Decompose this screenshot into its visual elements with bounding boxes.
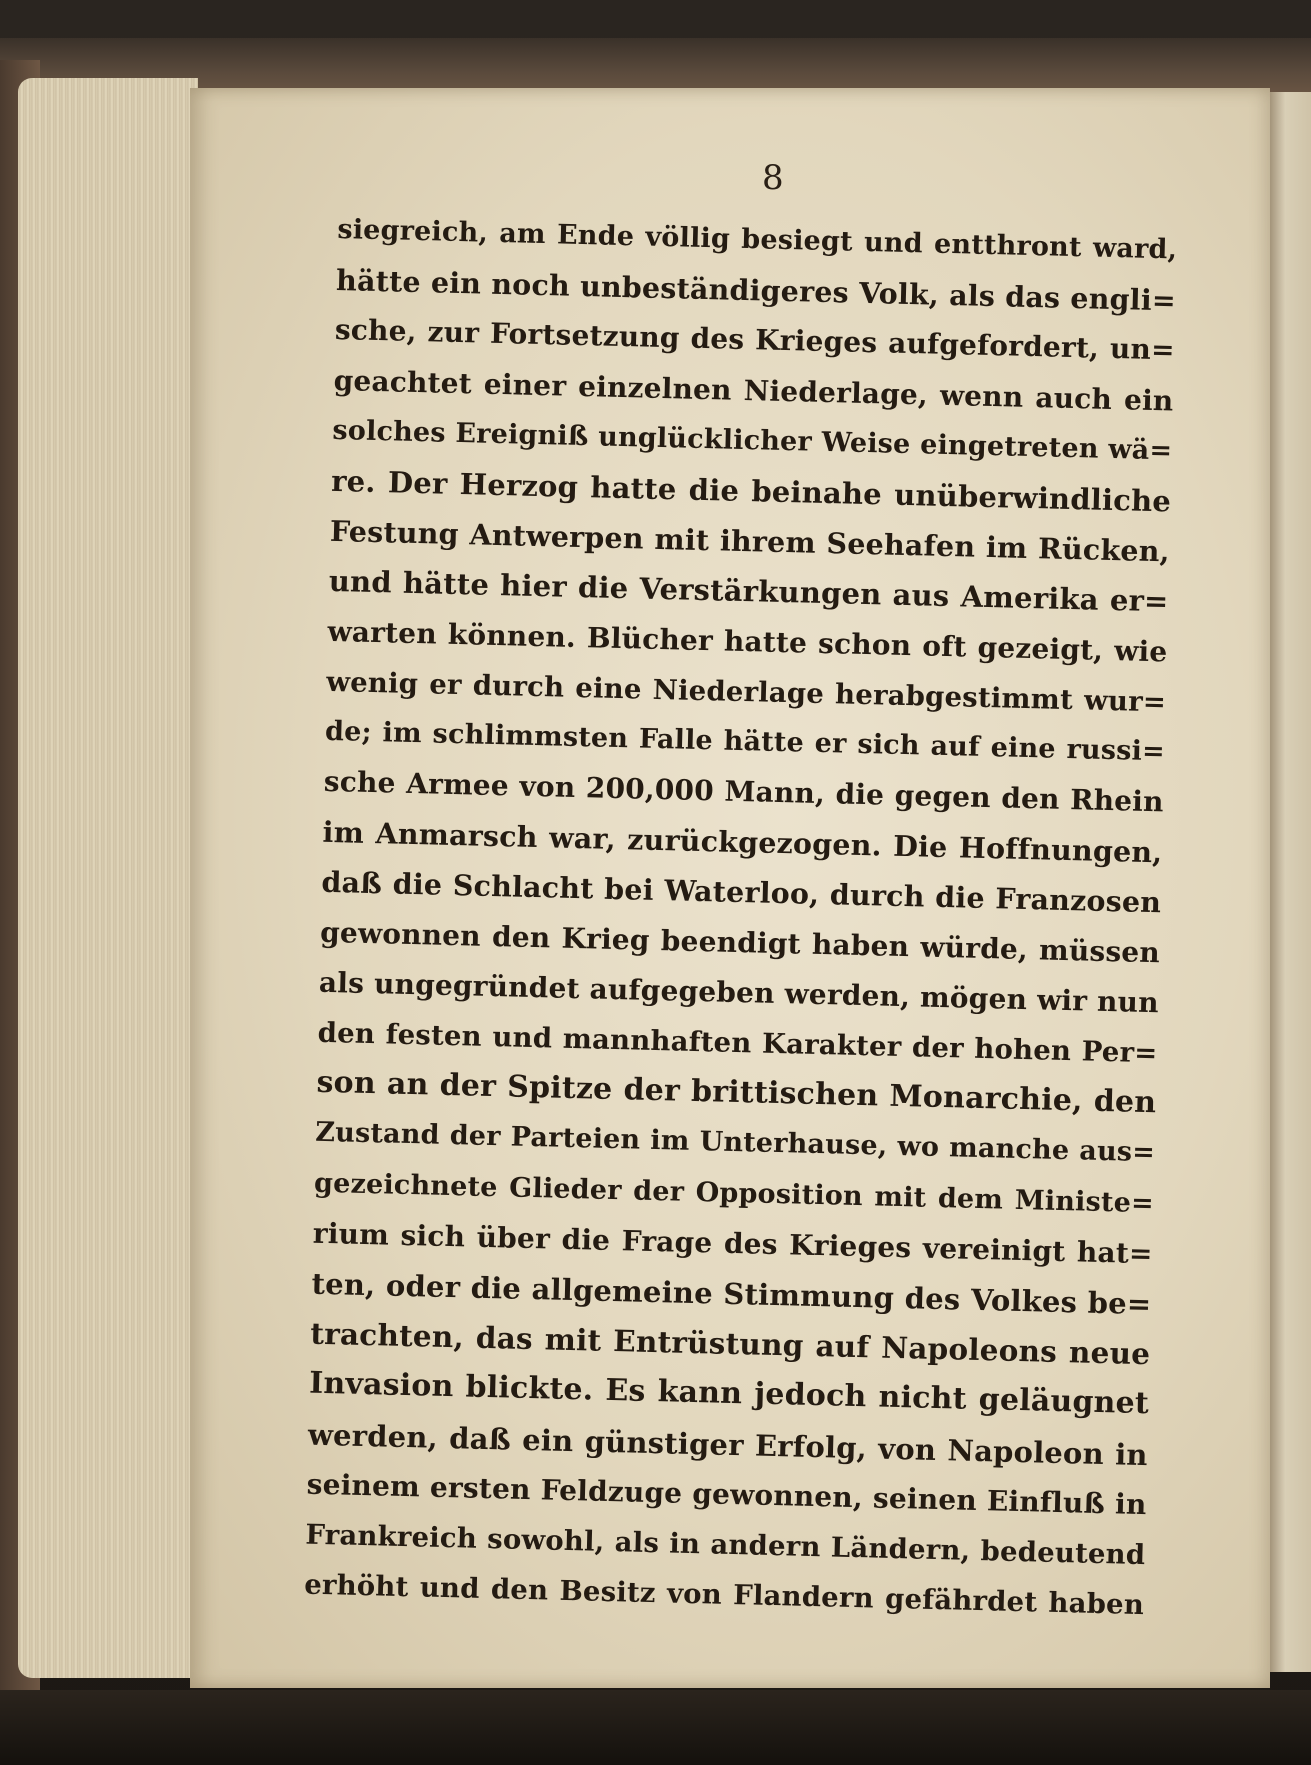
text-line: Festung Antwerpen mit ihrem Seehafen im Rücken, <box>329 514 1171 569</box>
text-line: solches Ereigniß unglücklicher Weise eingetreten wä= <box>332 414 1173 467</box>
text-line: rium sich über die Frage des Krieges vereinigt hat= <box>312 1216 1154 1270</box>
table-surface <box>0 1690 1311 1765</box>
text-line: Zustand der Parteien im Unterhause, wo manche aus= <box>314 1117 1156 1169</box>
text-line: re. Der Herzog hatte die beinahe unüberwindliche <box>330 463 1172 519</box>
text-line: erhöht und den Besitz von Flandern gefährdet haben <box>303 1568 1145 1622</box>
page-stack-edge <box>18 78 198 1678</box>
text-line: son an der Spitze der brittischen Monarchie, den <box>316 1064 1157 1121</box>
text-line: den festen und mannhaften Karakter der hohen Per= <box>317 1016 1158 1070</box>
text-line: als ungegründet aufgegeben werden, mögen wir nun <box>318 965 1160 1020</box>
text-line: sche Armee von 200,000 Mann, die gegen den Rhein <box>323 764 1165 819</box>
text-line: seinem ersten Feldzuge gewonnen, seinen Einfluß in <box>306 1467 1147 1521</box>
text-line: sche, zur Fortsetzung des Krieges aufgefordert, un= <box>334 313 1176 367</box>
text-line: ten, oder die allgemeine Stimmung des Volkes be= <box>311 1266 1152 1322</box>
body-text <box>304 205 1178 1630</box>
text-line: siegreich, am Ende völlig besiegt und entthront ward, <box>337 213 1178 266</box>
text-line: warten können. Blücher hatte schon oft gezeigt, wie <box>327 614 1168 668</box>
text-line: und hätte hier die Verstärkungen aus Amerika er= <box>328 564 1169 619</box>
text-line: daß die Schlacht bei Waterloo, durch die Franzosen <box>321 865 1162 920</box>
text-line: trachten, das mit Entrüstung auf Napoleons neue <box>309 1315 1151 1372</box>
text-line: Invasion blickte. Es kann jedoch nicht geläugnet <box>308 1365 1150 1422</box>
text-line: gezeichnete Glieder der Opposition mit dem Ministe= <box>313 1167 1155 1219</box>
text-line: im Anmarsch war, zurückgezogen. Die Hoffnungen, <box>322 815 1163 870</box>
text-line: Frankreich sowohl, als in andern Ländern, bedeutend <box>305 1518 1146 1571</box>
text-line: werden, daß ein günstiger Erfolg, von Napoleon in <box>307 1417 1149 1472</box>
text-line: gewonnen den Krieg beendigt haben würde, müssen <box>319 915 1161 969</box>
text-line: hätte ein noch unbeständigeres Volk, als das engli= <box>335 263 1177 318</box>
page-number: 8 <box>762 158 784 198</box>
text-line: geachtet einer einzelnen Niederlage, wenn auch ein <box>333 363 1174 418</box>
facing-page-edge <box>1268 92 1311 1672</box>
text-line: de; im schlimmsten Falle hätte er sich auf eine russi= <box>324 715 1166 768</box>
text-line: wenig er durch eine Niederlage herabgestimmt wur= <box>325 665 1167 719</box>
